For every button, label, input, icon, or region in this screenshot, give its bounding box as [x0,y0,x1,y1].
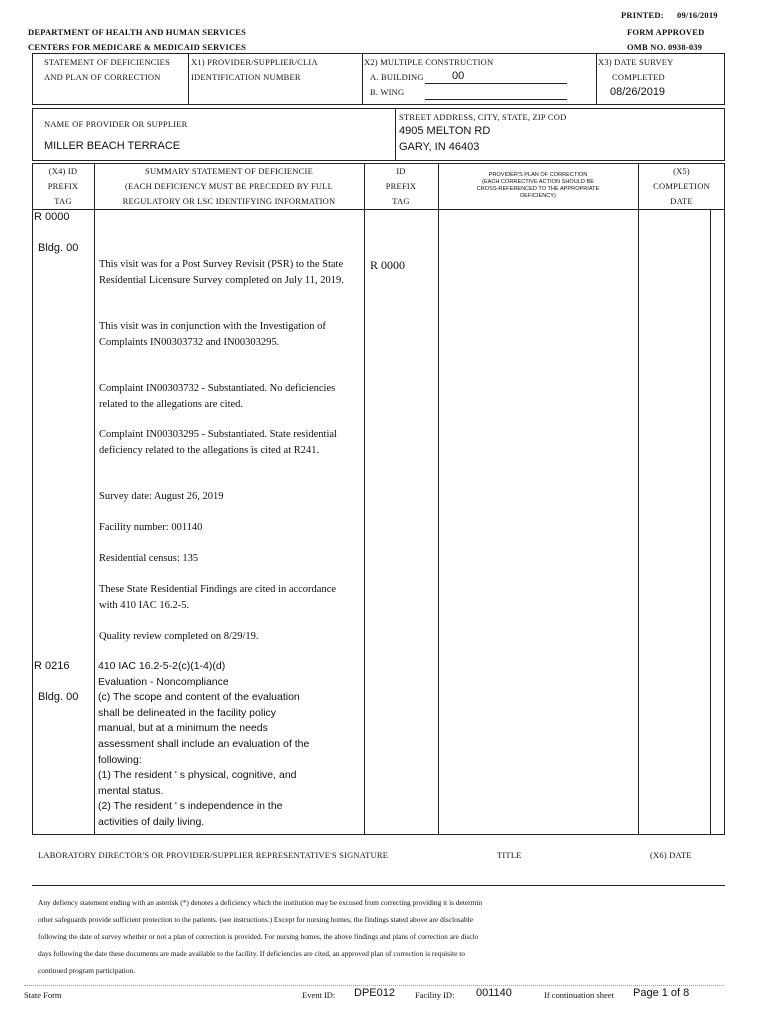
x2-label: X2) MULTIPLE CONSTRUCTION [364,57,494,67]
paragraph-survey-date: Survey date: August 26, 2019 [99,491,224,502]
r0216-line: (2) The resident ' s independence in the [98,800,283,813]
r0216-line: following: [98,753,142,766]
paragraph-complaints: This visit was in conjunction with the Investigation of Complaints IN00303732 and IN00303295. [99,321,326,348]
address-line-2: GARY, IN 46403 [399,141,480,153]
provider-name-label: NAME OF PROVIDER OR SUPPLIER [44,119,188,129]
facility-id-value: 001140 [476,987,512,999]
tag-r0000: R 0000 [34,211,70,223]
statement-label-2: AND PLAN OF CORRECTION [44,72,161,82]
signature-label: LABORATORY DIRECTOR'S OR PROVIDER/SUPPLIER REPRESENTATIVE'S SIGNATURE [38,850,389,860]
x4-header-2: PREFIX [47,181,79,191]
summary-header-1: SUMMARY STATEMENT OF DEFICIENCIE [145,166,313,176]
id-header-3: TAG [392,196,410,206]
form-approved: FORM APPROVED [627,27,705,37]
title-label: TITLE [497,850,522,860]
r0216-line: 410 IAC 16.2-5-2(c)(1-4)(d) [98,660,226,672]
r0216-line: shall be delineated in the facility policy [98,706,277,719]
disclaimer [38,894,728,979]
id-header-2: PREFIX [385,181,417,191]
summary-header-3: REGULATORY OR LSC IDENTIFYING INFORMATION [122,196,336,206]
paragraph-complaint-1: Complaint IN00303732 - Substantiated. No deficiencies related to the allegations are cited. [99,383,336,410]
page-number: Page 1 of 8 [633,987,690,999]
paragraph-census: Residential census: 135 [99,553,199,564]
event-id-value: DPE012 [354,987,395,999]
paragraph-complaint-2: Complaint IN00303295 - Substantiated. State residential deficiency related to the allegations is cited at R241. [99,429,337,456]
paragraph-psr: This visit was for a Post Survey Revisit (PSR) to the State Residential Licensure Survey completed on July 11, 2019. [99,259,344,286]
x4-header-3: TAG [54,196,72,206]
plan-header-2: (EACH CORRECTIVE ACTION SHOULD BE [482,179,594,185]
plan-header-4: DEFICIENCY) [520,193,556,199]
event-id-label: Event ID: [302,990,336,1000]
paragraph-findings: These State Residential Findings are cited in accordance with 410 IAC 16.2-5. [99,584,337,611]
disclaimer-line: other safeguards provide sufficient protection to the patients. (see instructions.) Except for nursing homes, the findings stated above are disclosable [38,915,473,924]
building-value: 00 [452,70,465,82]
address-line-1: 4905 MELTON RD [399,125,491,137]
r0216-line: assessment shall include an evaluation of the [98,737,310,750]
r0216-line: mental status. [98,784,164,797]
address-label: STREET ADDRESS, CITY, STATE, ZIP COD [399,112,567,122]
bldg-tag-1: Bldg. 00 [38,242,79,254]
x3-label-2: COMPLETED [612,72,665,82]
x3-date-value: 08/26/2019 [610,86,666,98]
r0216-line: Evaluation - Noncompliance [98,675,229,688]
x5-header-2: COMPLETION [653,181,710,191]
x1-label-2: IDENTIFICATION NUMBER [191,72,301,82]
disclaimer-line: continued program participation. [38,966,136,975]
disclaimer-line: days following the date these documents are made available to the facility. If deficiencies are cited, an approved plan of correction is requisite to [38,949,465,958]
r0216-line: (1) The resident ' s physical, cognitive, and [98,769,297,782]
x5-header-1: (X5) [673,166,690,176]
printed-date: 09/16/2019 [677,10,718,20]
wing-label: B. WING [370,87,405,97]
department-title: DEPARTMENT OF HEALTH AND HUMAN SERVICES [28,27,247,37]
x6-date-label: (X6) DATE [650,850,692,860]
x5-header-3: DATE [670,196,693,206]
x3-label-1: X3) DATE SURVEY [598,57,674,67]
x4-header-1: (X4) ID [48,166,78,176]
summary-header-2: (EACH DEFICIENCY MUST BE PRECEDED BY FULL [124,181,334,191]
tag-r0216: R 0216 [34,660,70,672]
printed-label: PRINTED: [621,10,664,20]
plan-header-1: PROVIDER'S PLAN OF CORRECTION [488,172,588,178]
omb-number: OMB NO. 0938-039 [627,42,703,52]
facility-id-label: Facility ID: [415,990,455,1000]
provider-box [32,108,725,161]
disclaimer-line: Any defiency statement ending with an asterisk (*) denotes a deficiency which the institution may be excused from correcting providing it is determin [38,898,483,907]
r0216-text [98,659,360,831]
r0216-line: manual, but at a minimum the needs [98,722,268,735]
bldg-tag-2: Bldg. 00 [38,691,79,703]
paragraph-facility-number: Facility number: 001140 [99,522,203,533]
paragraph-quality-review: Quality review completed on 8/29/19. [99,631,259,642]
x1-label-1: X1) PROVIDER/SUPPLIER/CLIA [191,57,318,67]
r0216-line: (c) The scope and content of the evaluation [98,691,300,704]
plan-header-3: CROSS-REFERENCED TO THE APPROPRIATE [476,186,600,192]
continuation-label: If continuation sheet [544,990,614,1000]
id-header-1: ID [396,166,406,176]
provider-name: MILLER BEACH TERRACE [44,140,181,152]
centers-title: CENTERS FOR MEDICARE & MEDICAID SERVICES [28,42,247,52]
building-label: A. BUILDING [370,72,424,82]
statement-label-1: STATEMENT OF DEFICIENCIES [44,57,171,67]
disclaimer-line: following the date of survey whether or not a plan of correction is provided. For nursing homes, the above findings and plans of correction are disclo [38,932,479,941]
r0216-line: activities of daily living. [98,815,205,828]
state-form-label: State Form [24,990,62,1000]
id-tag-r0000: R 0000 [370,258,406,272]
